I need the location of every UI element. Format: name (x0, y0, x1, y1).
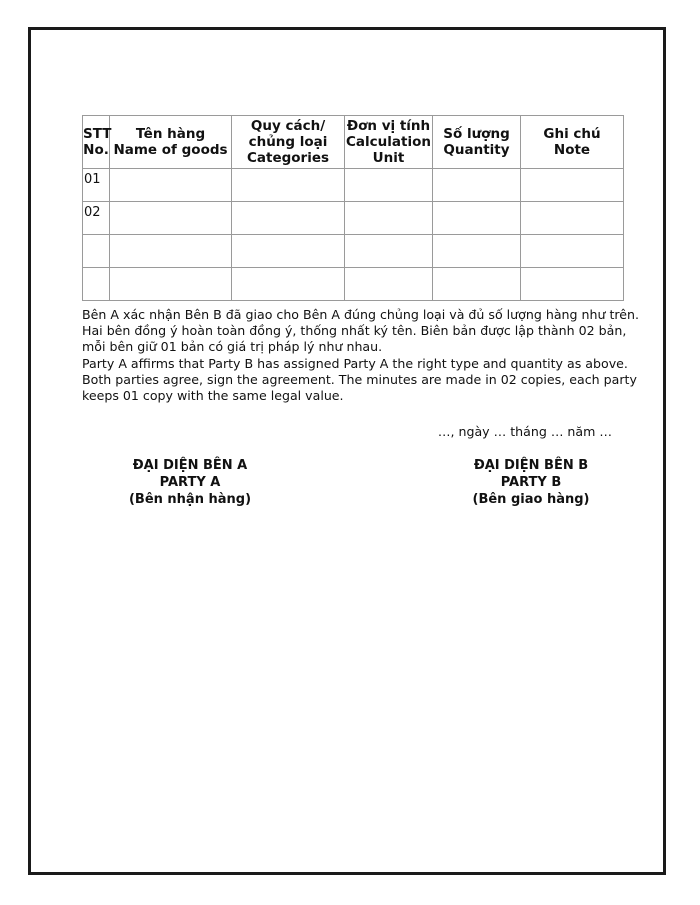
note-cell (521, 268, 624, 301)
name-cell (110, 169, 232, 202)
table-row (83, 202, 624, 235)
confirmation-paragraph-vn (82, 307, 642, 356)
table-header-row (83, 116, 624, 169)
paragraph-line: mỗi bên giữ 01 bản có giá trị pháp lý như nhau. (82, 339, 383, 355)
category-cell (232, 235, 345, 268)
header-name-of-goods: Tên hàng Name of goods (110, 116, 232, 169)
signature-title: ĐẠI DIỆN BÊN B (473, 458, 589, 473)
name-cell (110, 235, 232, 268)
goods-table (82, 115, 624, 301)
header-categories: Quy cách/ chủng loại Categories (232, 116, 345, 169)
unit-cell (345, 235, 433, 268)
stt-cell: 02 (83, 202, 110, 235)
confirmation-paragraph-en (82, 356, 642, 405)
unit-cell (345, 169, 433, 202)
signature-role: (Bên giao hàng) (472, 492, 590, 507)
category-cell (232, 268, 345, 301)
unit-cell (345, 202, 433, 235)
quantity-cell (433, 169, 521, 202)
note-cell (521, 202, 624, 235)
table-row (83, 169, 624, 202)
quantity-cell (433, 268, 521, 301)
signature-role: (Bên nhận hàng) (128, 492, 252, 507)
signature-block-party-a (110, 457, 270, 508)
paragraph-line: Both parties agree, sign the agreement. The minutes are made in 02 copies, each party (82, 372, 637, 388)
stt-cell: 01 (83, 169, 110, 202)
note-cell (521, 235, 624, 268)
category-cell (232, 202, 345, 235)
signature-party-name: PARTY B (500, 475, 562, 490)
stt-cell (83, 268, 110, 301)
header-note: Ghi chú Note (521, 116, 624, 169)
unit-cell (345, 268, 433, 301)
category-cell (232, 169, 345, 202)
paragraph-line: Hai bên đồng ý hoàn toàn đồng ý, thống nhất ký tên. Biên bản được lập thành 02 bản, (82, 323, 627, 339)
date-line: …, ngày … tháng … năm … (437, 424, 612, 439)
table-row (83, 268, 624, 301)
paragraph-line: Bên A xác nhận Bên B đã giao cho Bên A đúng chủng loại và đủ số lượng hàng như trên. (82, 307, 640, 322)
stt-cell (83, 235, 110, 268)
header-stt: STT No. (83, 116, 110, 169)
quantity-cell (433, 235, 521, 268)
header-quantity: Số lượng Quantity (433, 116, 521, 169)
signature-party-name: PARTY A (159, 475, 221, 490)
note-cell (521, 169, 624, 202)
signature-block-party-b (451, 457, 611, 508)
header-calculation-unit: Đơn vị tính Calculation Unit (345, 116, 433, 169)
signature-title: ĐẠI DIỆN BÊN A (132, 458, 248, 473)
paragraph-line: Party A affirms that Party B has assigned Party A the right type and quantity as above. (82, 356, 628, 371)
name-cell (110, 268, 232, 301)
paragraph-line: keeps 01 copy with the same legal value. (82, 388, 344, 404)
name-cell (110, 202, 232, 235)
quantity-cell (433, 202, 521, 235)
table-row (83, 235, 624, 268)
